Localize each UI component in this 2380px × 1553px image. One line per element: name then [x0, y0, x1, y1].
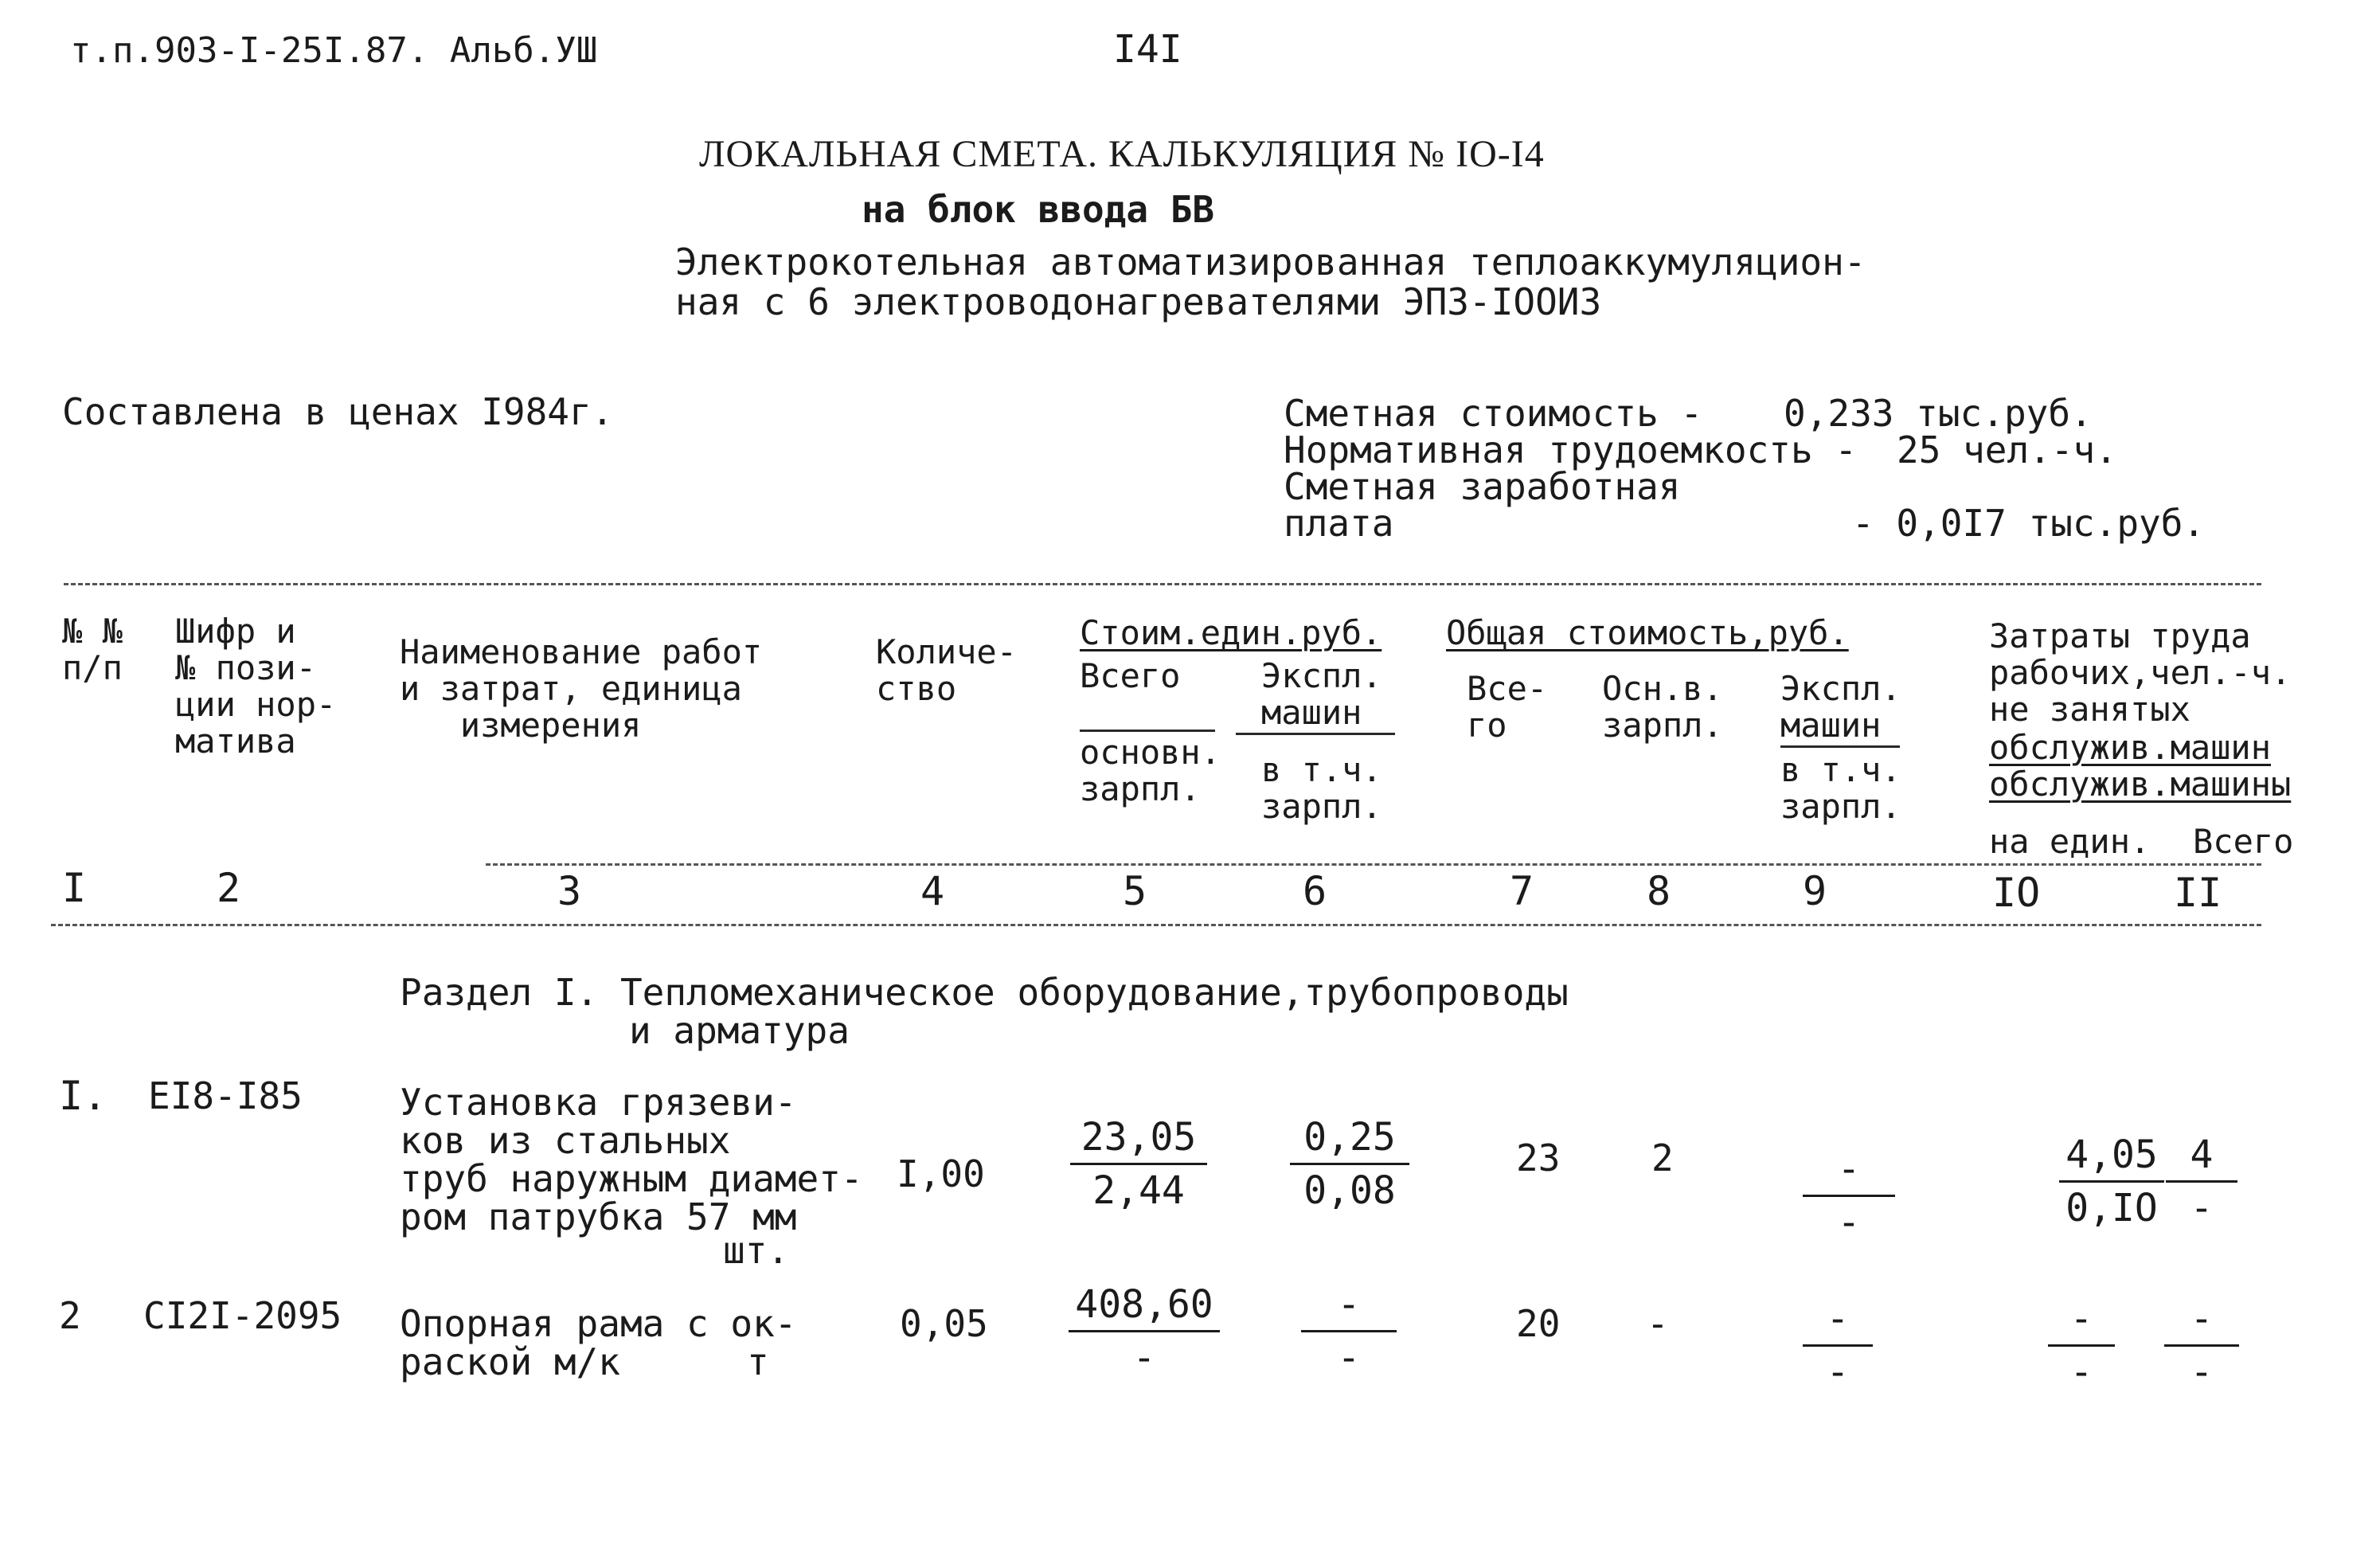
col-header-total-machine-wage: в т.ч. зарпл.: [1780, 750, 1901, 826]
labor-intensity-label: Нормативная трудоемкость -: [1284, 428, 1858, 471]
row-unit-machine-wage: 0,08: [1303, 1168, 1396, 1213]
row-total-machines: -: [1826, 1297, 1850, 1341]
col-header-labor-total: Всего: [2193, 822, 2294, 861]
col-header-unit-machine-wage: в т.ч. зарпл.: [1261, 750, 1382, 826]
fraction-bar: [1070, 1163, 1207, 1165]
header-rule: [486, 863, 2261, 866]
row-unit-wage: -: [1132, 1336, 1156, 1380]
row-unit-cost-fraction: [1069, 1282, 1220, 1380]
row-name: Установка грязеви- ков из стальных труб наружным диамет- ром патрубка 57 мм: [400, 1081, 863, 1238]
wage-label-line1: Сметная заработная: [1284, 465, 1681, 508]
col-number: II: [2174, 870, 2222, 916]
col-header-total-wage: Осн.в. зарпл.: [1602, 669, 1723, 745]
col-number: 8: [1647, 868, 1671, 914]
row-labor-total-b: -: [2190, 1350, 2214, 1395]
row-total: 20: [1516, 1302, 1561, 1345]
row-labor-total: 4: [2190, 1132, 2214, 1177]
row-unit-machines: 0,25: [1303, 1115, 1396, 1160]
row-labor-total-b: -: [2190, 1186, 2214, 1230]
row-number: I.: [59, 1073, 107, 1119]
row-labor-unit-fraction: [2059, 1132, 2164, 1230]
row-total-machines: -: [1837, 1147, 1861, 1191]
col-header-number: № № п/п: [62, 612, 123, 687]
col-group-unit-cost: Стоим.един.руб.: [1080, 613, 1382, 652]
row-quantity: 0,05: [900, 1302, 988, 1345]
col-header-labor-per-unit: на един.: [1989, 822, 2151, 861]
section-title: Раздел I. Тепломеханическое оборудование,трубопроводы: [400, 971, 1569, 1014]
row-unit: т: [747, 1340, 769, 1383]
col-group-total-cost: Общая стоимость,руб.: [1446, 613, 1849, 652]
col-number: 4: [920, 868, 945, 914]
wage-value: - 0,0I7 тыс.руб.: [1852, 502, 2206, 545]
header-bottom-rule: [51, 924, 2261, 926]
fraction-bar: [2048, 1344, 2115, 1347]
labor-intensity-value: 25 чел.-ч.: [1897, 428, 2117, 471]
fraction-bar: [1301, 1330, 1397, 1332]
col-number: I: [62, 865, 87, 911]
col9-divider: [1780, 745, 1900, 748]
row-labor-unit: 4,05: [2065, 1132, 2158, 1177]
project-description-line2: ная с 6 электроводонагревателями ЭПЗ-IOOИЗ: [675, 280, 1602, 323]
col5-divider: [1080, 730, 1215, 732]
col-number: 5: [1123, 868, 1147, 914]
col-header-total: Все- го: [1467, 669, 1548, 745]
col-header-labor-line-b: обслужив.машины: [1989, 765, 2292, 804]
fraction-bar: [1069, 1330, 1220, 1332]
row-unit-wage: 2,44: [1092, 1168, 1185, 1213]
col-header-total-machines: Экспл. машин: [1780, 669, 1901, 745]
estimated-cost-label: Сметная стоимость -: [1284, 392, 1703, 435]
page-number: I4I: [1113, 27, 1182, 72]
col-header-labor-line-a: обслужив.машин: [1989, 728, 2272, 767]
row-total-machines-fraction: [1803, 1147, 1895, 1245]
row-unit-cost-fraction: [1070, 1115, 1207, 1213]
row-unit-machines: -: [1337, 1282, 1361, 1327]
row-labor-total-fraction: [2164, 1297, 2239, 1395]
wage-label-line2: плата: [1284, 502, 1394, 545]
fraction-bar: [2166, 1180, 2237, 1183]
row-labor-unit-fraction: [2048, 1297, 2115, 1395]
col6-divider: [1236, 733, 1395, 735]
row-total-wage: 2: [1651, 1136, 1674, 1179]
col-number: 3: [557, 868, 582, 914]
col-group-labor: Затраты труда рабочих,чел.-ч. не занятых: [1989, 616, 2292, 729]
row-total: 23: [1516, 1136, 1561, 1179]
col-number: 7: [1510, 868, 1534, 914]
estimate-subject: на блок ввода БВ: [862, 188, 1215, 231]
document-reference: т.п.903-I-25I.87. Альб.УШ: [70, 30, 598, 71]
section-title-continued: и арматура: [629, 1009, 850, 1052]
col-number: 2: [217, 865, 241, 911]
row-total-machine-wage: -: [1826, 1350, 1850, 1395]
row-labor-unit-b: 0,IO: [2065, 1186, 2158, 1230]
row-code: CI2I-2095: [143, 1294, 342, 1337]
row-labor-unit-b: -: [2069, 1350, 2093, 1395]
row-unit-machine-wage: -: [1337, 1336, 1361, 1380]
row-code: EI8-I85: [148, 1074, 303, 1117]
col-header-quantity: Количе- ство: [876, 632, 1018, 708]
row-name: Опорная рама с ок- раской м/к: [400, 1302, 797, 1383]
fraction-bar: [1290, 1163, 1409, 1165]
row-unit-machines-fraction: [1301, 1282, 1397, 1380]
fraction-bar: [2164, 1344, 2239, 1347]
col-header-name: Наименование работ и затрат, единица измерения: [400, 632, 763, 745]
row-unit-total: 23,05: [1081, 1115, 1197, 1160]
col-number: 9: [1803, 868, 1827, 914]
col-header-unit-total: Всего: [1080, 656, 1181, 695]
row-number: 2: [59, 1294, 81, 1337]
estimate-title: ЛОКАЛЬНАЯ СМЕТА. КАЛЬКУЛЯЦИЯ № IO-I4: [699, 133, 1545, 175]
col-number: IO: [1992, 870, 2041, 916]
fraction-bar: [2059, 1180, 2164, 1183]
row-unit: шт.: [723, 1229, 790, 1272]
col-header-code: Шифр и № пози- ции нор- матива: [175, 612, 337, 761]
col-header-unit-machines: Экспл. машин: [1261, 656, 1382, 732]
table-top-rule: [64, 583, 2261, 585]
row-total-wage: -: [1647, 1302, 1669, 1345]
fraction-bar: [1803, 1344, 1873, 1347]
row-labor-total: -: [2190, 1297, 2214, 1341]
fraction-bar: [1803, 1195, 1895, 1197]
project-description-line1: Электрокотельная автоматизированная теплоаккумуляцион-: [675, 241, 1866, 284]
col-number: 6: [1303, 868, 1327, 914]
row-unit-machines-fraction: [1290, 1115, 1409, 1213]
row-total-machine-wage: -: [1837, 1200, 1861, 1245]
row-labor-total-fraction: [2166, 1132, 2237, 1230]
prices-note: Составлена в ценах I984г.: [62, 390, 614, 433]
row-labor-unit: -: [2069, 1297, 2093, 1341]
row-unit-total: 408,60: [1075, 1282, 1213, 1327]
col-header-unit-wage: основн. зарпл.: [1080, 733, 1221, 808]
row-quantity: I,00: [897, 1152, 985, 1195]
row-total-machines-fraction: [1803, 1297, 1873, 1395]
estimated-cost-value: 0,233 тыс.руб.: [1784, 392, 2093, 435]
